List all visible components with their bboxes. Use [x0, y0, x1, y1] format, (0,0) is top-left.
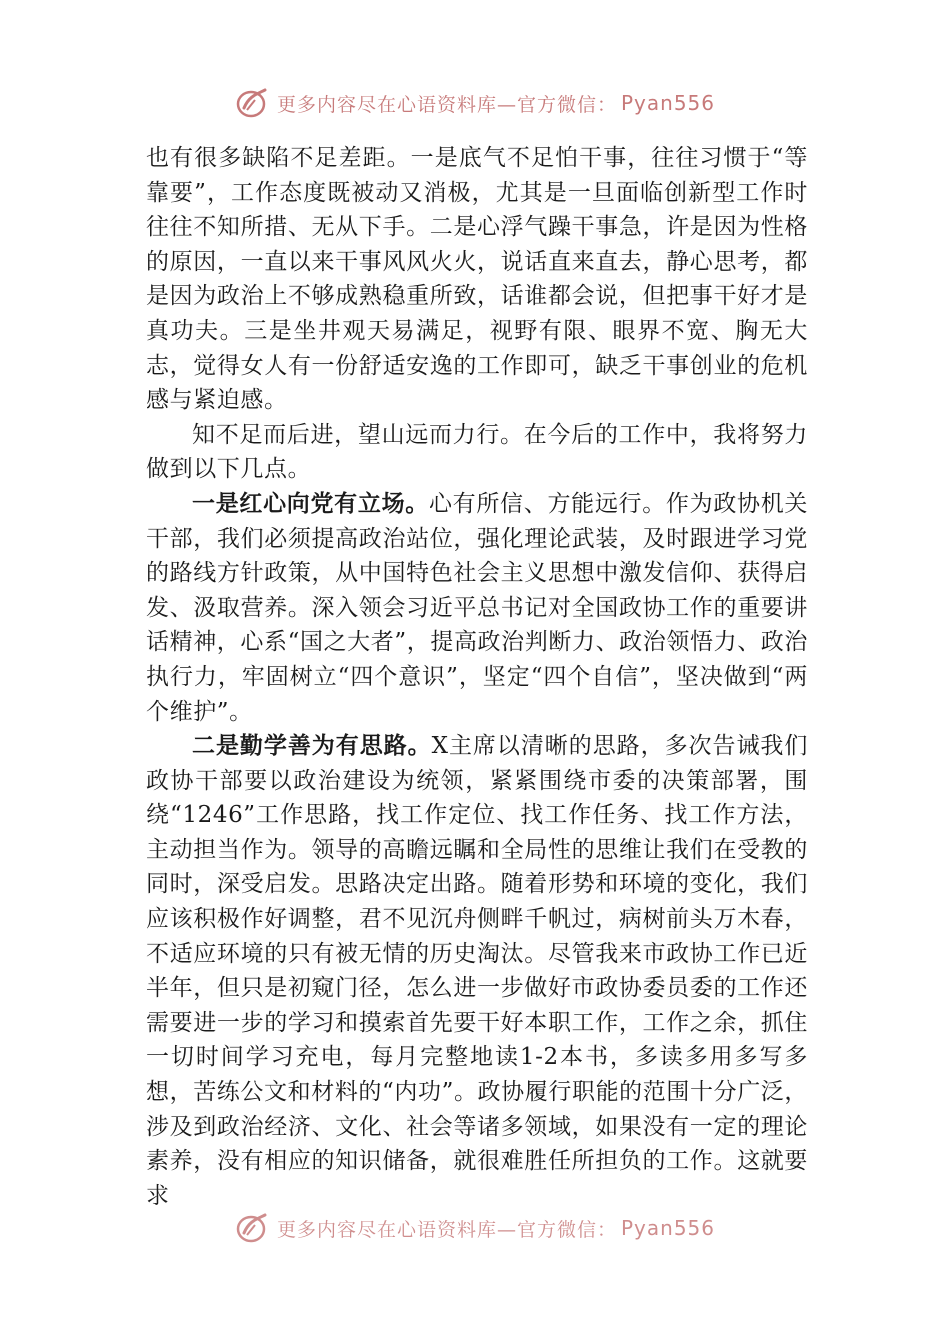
- watermark-text: 更多内容尽在心语资料库—官方微信：: [276, 93, 617, 116]
- paragraph-text: 知不足而后进，望山远而力行。在今后的工作中，我将努力做到以下几点。: [146, 421, 808, 483]
- logo-icon: [235, 86, 271, 120]
- paragraph: [146, 418, 808, 487]
- paragraph-lead: 二是勤学善为有思路。: [192, 732, 432, 760]
- paragraph: [146, 487, 808, 729]
- document-body: [146, 141, 808, 1213]
- watermark-wechat-id: Pyan556: [621, 91, 716, 115]
- watermark-text: 更多内容尽在心语资料库—官方微信：: [276, 1218, 617, 1241]
- paragraph-lead: 一是红心向党有立场。: [192, 489, 429, 517]
- logo-icon: [235, 1211, 271, 1243]
- paragraph-text: 也有很多缺陷不足差距。一是底气不足怕干事，往往习惯于“等靠要”，工作态度既被动又消极，尤其是一旦面临创新型工作时往往不知所措、无从下手。二是心浮气躁干事急，许是因为性格的原因，一直以来干事风风火火，说话直来直去，静心思考，都是因为政治上不够成熟稳重所致，话谁都会说，但把事干好才是真功夫。三是坐井观天易满足，视野有限、眼界不宽、胸无大志，觉得女人有一份舒适安逸的工作即可，缺乏干事创业的危机感与紧迫感。: [146, 145, 808, 414]
- paragraph: [146, 729, 808, 1213]
- header-watermark: [0, 83, 950, 123]
- paragraph: [146, 141, 808, 418]
- paragraph-text: X主席以清晰的思路，多次告诫我们政协干部要以政治建设为统领，紧紧围绕市委的决策部署，围绕“1246”工作思路，找工作定位、找工作任务、找工作方法，主动担当作为。领导的高瞻远瞩和全局性的思维让我们在受教的同时，深受启发。思路决定出路。随着形势和环境的变化，我们应该积极作好调整，君不见沉舟侧畔千帆过，病树前头万木春，不适应环境的只有被无情的历史淘汰。尽管我来市政协工作已近半年，但只是初窥门径，怎么进一步做好市政协委员委的工作还需要进一步的学习和摸索首先要干好本职工作，工作之余，抓住一切时间学习充电，每月完整地读1-2本书，多读多用多写多想，苦练公文和材料的“内功”。政协履行职能的范围十分广泛，涉及到政治经济、文化、社会等诸多领域，如果没有一定的理论素养，没有相应的知识储备，就很难胜任所担负的工作。这就要求: [146, 733, 808, 1209]
- paragraph-text: 心有所信、方能远行。作为政协机关干部，我们必须提高政治站位，强化理论武装，及时跟进学习党的路线方针政策，从中国特色社会主义思想中激发信仰、获得启发、汲取营养。深入领会习近平总书记对全国政协工作的重要讲话精神，心系“国之大者”，提高政治判断力、政治领悟力、政治执行力，牢固树立“四个意识”，坚定“四个自信”，坚决做到“两个维护”。: [146, 490, 809, 725]
- watermark-wechat-id: Pyan556: [621, 1216, 716, 1240]
- footer-watermark: [0, 1203, 950, 1243]
